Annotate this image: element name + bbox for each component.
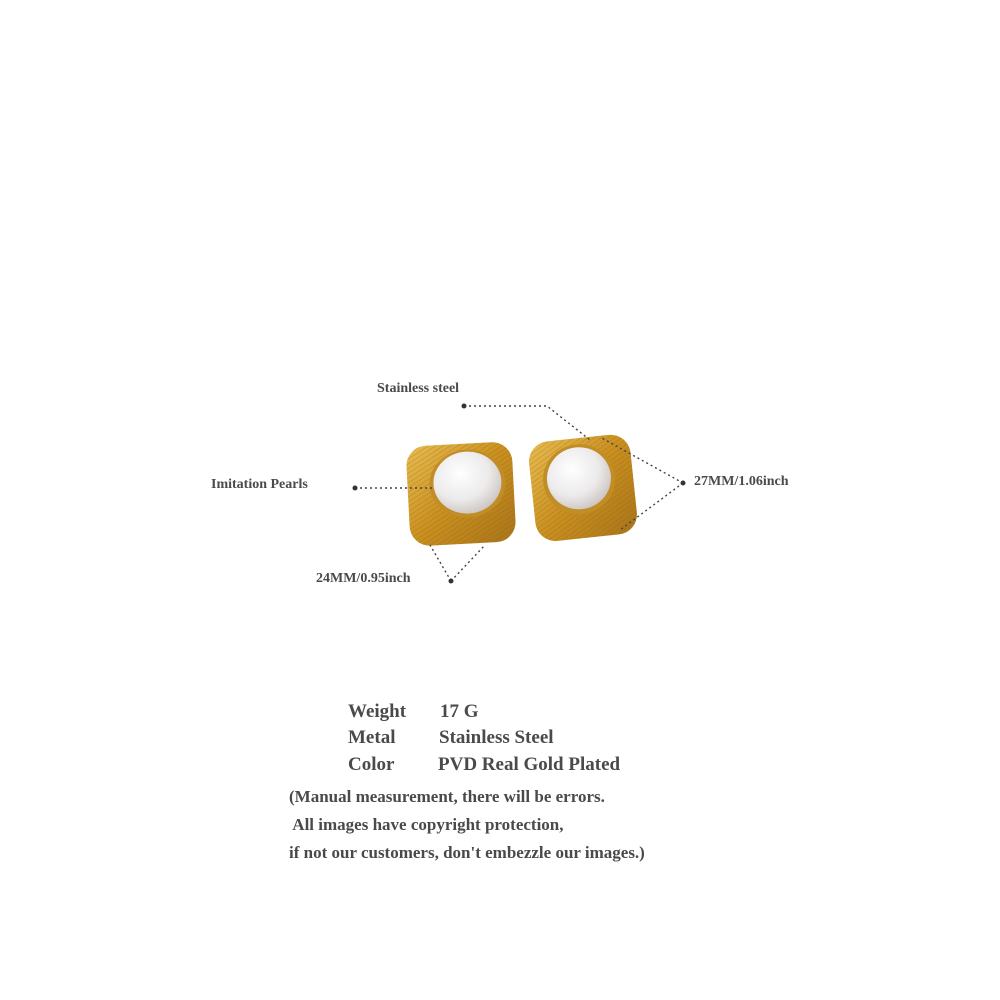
callout-material: Stainless steel: [377, 381, 460, 396]
left-earring: [405, 441, 516, 546]
disclaimer-line-3: if not our customers, don't embezzle our images.): [289, 843, 645, 862]
spec-value-metal: Stainless Steel: [439, 727, 554, 748]
disclaimer-line-2: All images have copyright protection,: [289, 815, 564, 834]
callout-width: 24MM/0.95inch: [316, 571, 411, 586]
callout-height: 27MM/1.06inch: [694, 474, 789, 489]
spec-label-color: Color: [348, 754, 395, 775]
disclaimer-line-1: (Manual measurement, there will be errors.: [289, 787, 605, 806]
leader-dots: [353, 404, 686, 584]
spec-value-color: PVD Real Gold Plated: [438, 754, 621, 775]
callout-stone: Imitation Pearls: [211, 477, 308, 492]
spec-label-weight: Weight: [348, 701, 407, 722]
right-earring: [527, 433, 639, 543]
spec-label-metal: Metal: [348, 727, 396, 748]
spec-value-weight: 17 G: [440, 701, 479, 722]
